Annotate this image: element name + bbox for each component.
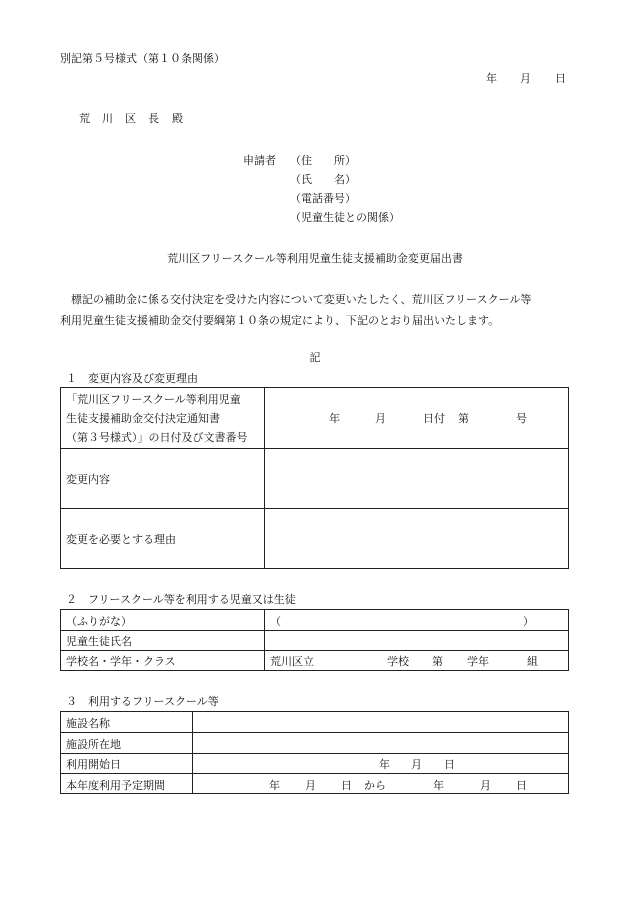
school-class: 組: [527, 655, 538, 668]
notice-month: 月: [375, 412, 386, 425]
ki-heading: 記: [309, 351, 321, 364]
period-label: 本年度利用予定期間: [66, 779, 165, 792]
school-prefix: 荒川区立: [270, 655, 314, 668]
school-dai: 第: [432, 655, 443, 668]
facility-address-label: 施設所在地: [66, 738, 121, 751]
section2-heading: ２ フリースクール等を利用する児童又は生徒: [66, 593, 296, 606]
facility-name-label: 施設名称: [66, 717, 110, 730]
period-kara: から: [364, 779, 386, 792]
notice-label-line2: 生徒支援補助金交付決定通知書: [66, 412, 220, 425]
notice-label-line3: （第３号様式）」の日付及び文書番号: [66, 431, 248, 444]
change-content-label: 変更内容: [66, 473, 110, 486]
start-date-label: 利用開始日: [66, 758, 121, 771]
notice-label-line1: 「荒川区フリースクール等利用児童: [66, 393, 241, 406]
addressee-char: 区: [125, 112, 136, 125]
period-month-1: 月: [305, 779, 316, 792]
applicant-name-label: （氏 名）: [290, 173, 356, 186]
period-day-2: 日: [516, 779, 527, 792]
notice-day: 日付: [423, 412, 445, 425]
school-label: 学校名・学年・クラス: [66, 655, 176, 668]
furigana-paren-open: （: [270, 615, 281, 628]
date-year: 年: [486, 72, 497, 85]
student-name-label: 児童生徒氏名: [66, 635, 132, 648]
student-table: [60, 609, 569, 671]
school-suffix: 学校: [387, 655, 409, 668]
furigana-label: （ふりがな）: [66, 615, 132, 628]
document-title: 荒川区フリースクール等利用児童生徒支援補助金変更届出書: [167, 252, 463, 265]
date-day: 日: [555, 72, 566, 85]
addressee-char: 長: [148, 112, 159, 125]
date-month: 月: [520, 72, 531, 85]
notice-year: 年: [329, 412, 340, 425]
form-number: 別記第５号様式（第１０条関係）: [60, 52, 225, 65]
applicant-label: 申請者: [243, 154, 276, 167]
section3-heading: ３ 利用するフリースクール等: [66, 695, 219, 708]
body-line-2: 利用児童生徒支援補助金交付要綱第１０条の規定により、下記のとおり届出いたします。: [60, 314, 500, 327]
period-year-2: 年: [433, 779, 444, 792]
period-year-1: 年: [269, 779, 280, 792]
section1-heading: １ 変更内容及び変更理由: [66, 372, 198, 385]
addressee-char: 川: [102, 112, 113, 125]
facility-table: [60, 711, 569, 794]
addressee-char: 荒: [79, 112, 90, 125]
period-month-2: 月: [480, 779, 491, 792]
school-grade: 学年: [467, 655, 489, 668]
start-month: 月: [411, 758, 422, 771]
body-line-1: 標記の補助金に係る交付決定を受けた内容について変更いたしたく、荒川区フリースクール等: [71, 293, 532, 306]
furigana-paren-close: ）: [523, 615, 534, 628]
change-table: [60, 387, 569, 569]
start-year: 年: [379, 758, 390, 771]
period-day-1: 日: [341, 779, 352, 792]
applicant-relation-label: （児童生徒との関係）: [290, 211, 400, 224]
applicant-address-label: （住 所）: [290, 154, 356, 167]
start-day: 日: [444, 758, 455, 771]
change-reason-label: 変更を必要とする理由: [66, 533, 176, 546]
notice-dai: 第: [458, 412, 469, 425]
addressee-char: 殿: [172, 112, 183, 125]
notice-go: 号: [516, 412, 527, 425]
applicant-phone-label: （電話番号）: [290, 192, 356, 205]
